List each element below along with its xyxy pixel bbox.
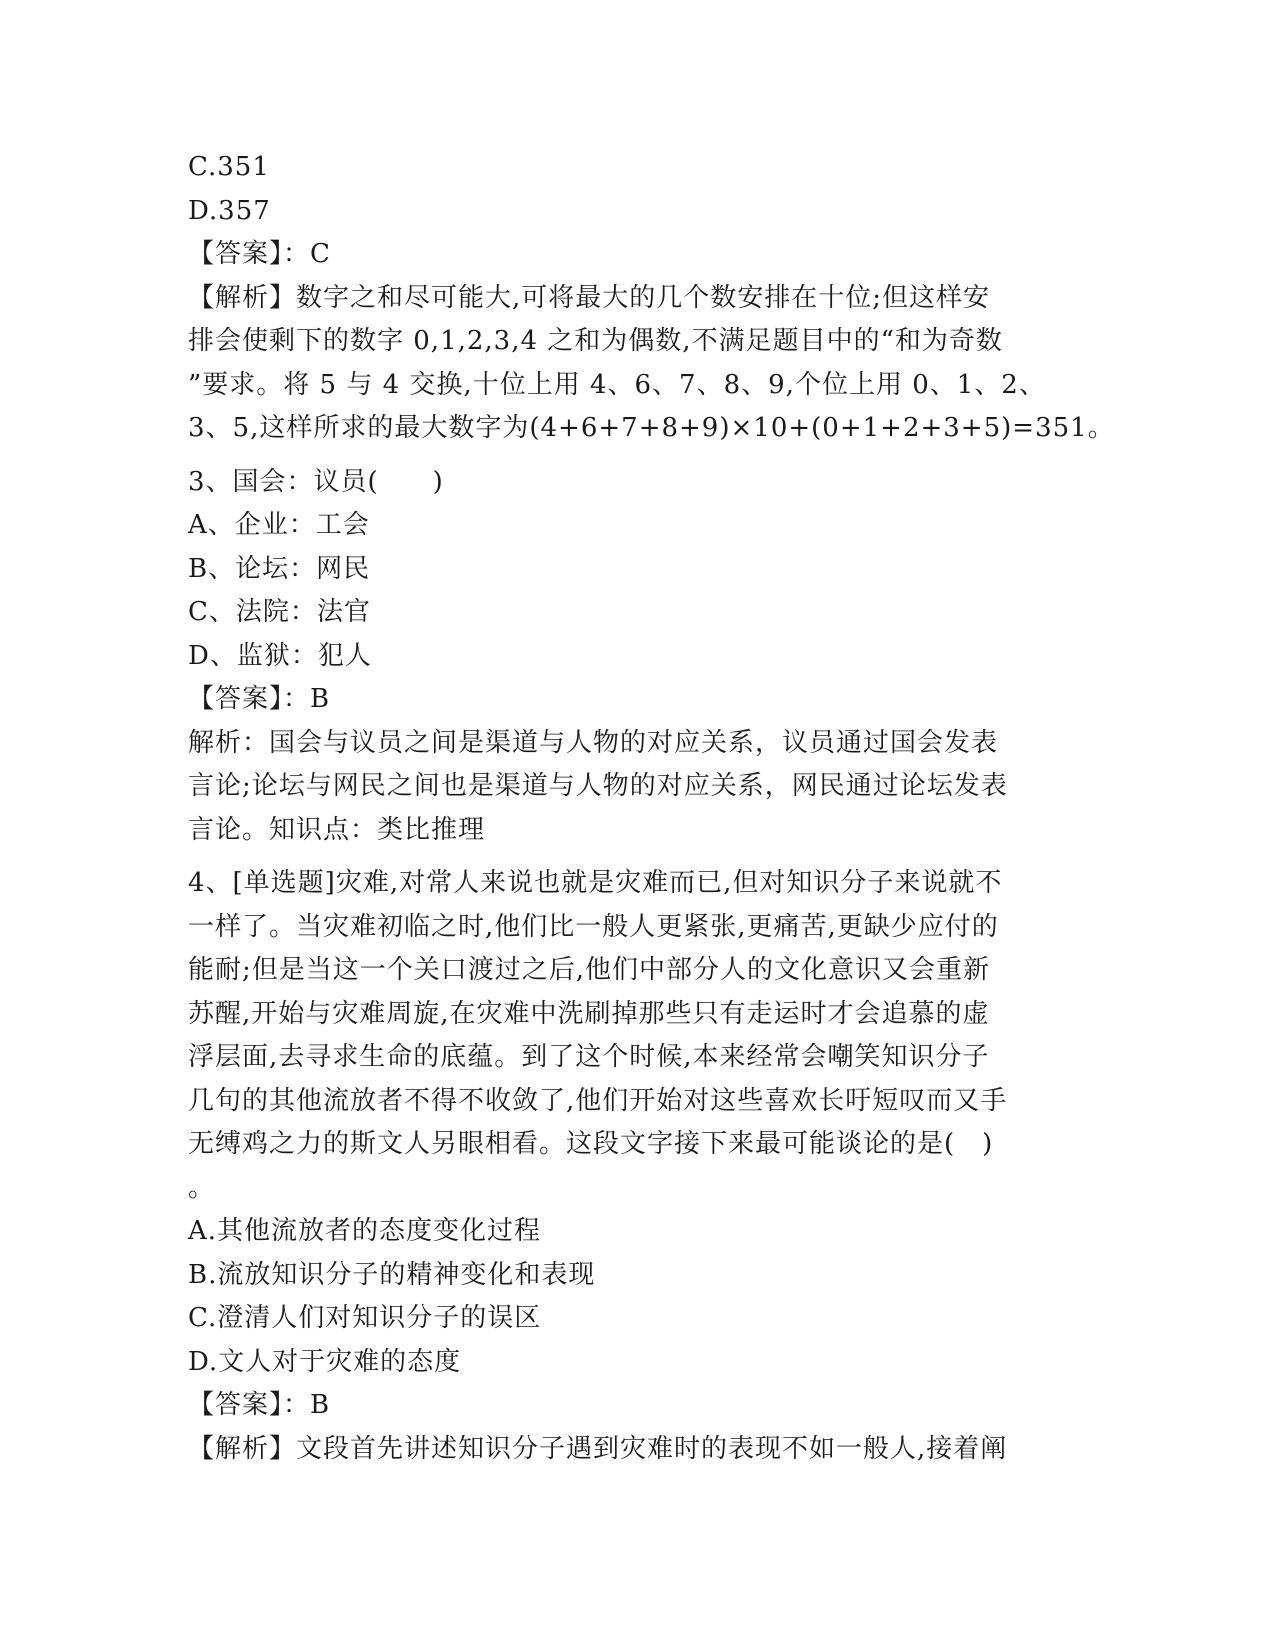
question-stem-line: 浮层面,去寻求生命的底蕴。到了这个时候,本来经常会嘲笑知识分子: [188, 1042, 990, 1072]
answer-line: 【答案】：C: [188, 239, 331, 269]
option-b: B、论坛：网民: [188, 553, 371, 584]
question-stem-line: 一样了。当灾难初临之时,他们比一般人更紧张,更痛苦,更缺少应付的: [188, 911, 999, 942]
question-stem-line: 4、[单选题]灾难,对常人来说也就是灾难而已,但对知识分子来说就不: [188, 868, 1003, 898]
option-d: D、监狱：犯人: [188, 640, 372, 671]
option-c: C.澄清人们对知识分子的误区: [188, 1303, 542, 1333]
document-page: [188, 146, 1115, 1471]
question-4: [188, 862, 1088, 1471]
question-stem-line: 无缚鸡之力的斯文人另眼相看。这段文字接下来最可能谈论的是( ): [188, 1129, 994, 1159]
answer-line: 【答案】：B: [188, 684, 331, 714]
option-d: D.文人对于灾难的态度: [188, 1346, 462, 1377]
analysis-line: ”要求。将 5 与 4 交换,十位上用 4、6、7、8、9,个位上用 0、1、2、: [188, 369, 1046, 400]
question-stem: 3、国会：议员( ): [188, 466, 444, 497]
analysis-line: 排会使剩下的数字 0,1,2,3,4 之和为偶数,不满足题目中的“和为奇数: [188, 326, 1003, 356]
question-stem-line: 几句的其他流放者不得不收敛了,他们开始对这些喜欢长吁短叹而又手: [188, 1085, 1008, 1116]
section-spacer: [188, 852, 1088, 862]
analysis-line: 【解析】文段首先讲述知识分子遇到灾难时的表现不如一般人,接着阐: [188, 1433, 1008, 1464]
option-c: C.351: [188, 152, 270, 182]
question-stem-line: 。: [188, 1172, 216, 1203]
option-a: A.其他流放者的态度变化过程: [188, 1216, 542, 1246]
analysis-line: 解析：国会与议员之间是渠道与人物的对应关系，议员通过国会发表: [188, 727, 999, 758]
option-c: C、法院：法官: [188, 597, 371, 627]
analysis-line: 言论;论坛与网民之间也是渠道与人物的对应关系，网民通过论坛发表: [188, 771, 1008, 801]
option-d: D.357: [188, 195, 271, 226]
analysis-line: 【解析】数字之和尽可能大,可将最大的几个数安排在十位;但这样安: [188, 282, 991, 313]
question-2-tail: [188, 146, 1115, 451]
option-a: A、企业：工会: [188, 510, 370, 540]
section-spacer: [188, 451, 1088, 461]
answer-line: 【答案】：B: [188, 1390, 331, 1420]
question-3: [188, 461, 1088, 853]
analysis-line: 3、5,这样所求的最大数字为(4+6+7+8+9)×10+(0+1+2+3+5)=351。: [188, 413, 1115, 443]
question-stem-line: 苏醒,开始与灾难周旋,在灾难中洗刷掉那些只有走运时才会追慕的虚: [188, 998, 990, 1029]
analysis-line: 言论。知识点：类比推理: [188, 814, 486, 845]
option-b: B.流放知识分子的精神变化和表现: [188, 1259, 596, 1290]
question-stem-line: 能耐;但是当这一个关口渡过之后,他们中部分人的文化意识又会重新: [188, 955, 991, 985]
